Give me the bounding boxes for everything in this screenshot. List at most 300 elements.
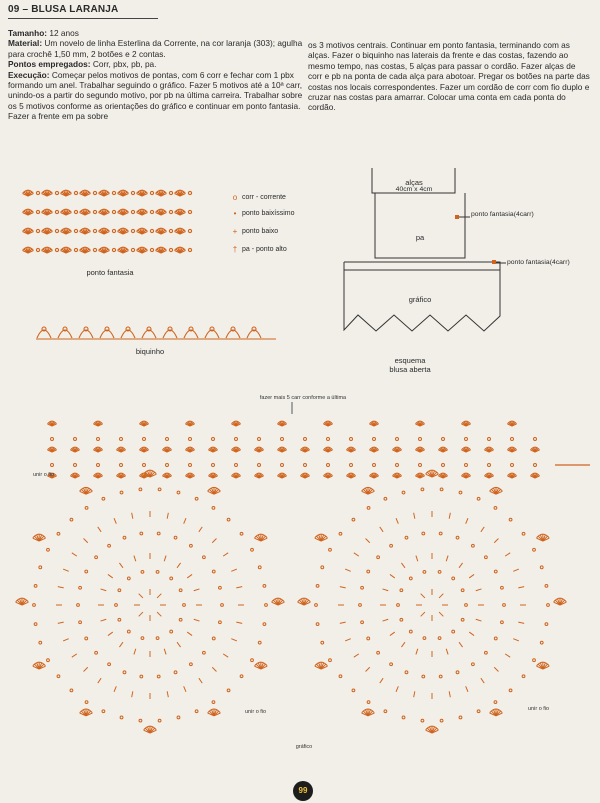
chain-stitch <box>55 191 58 194</box>
chain-stitch <box>384 497 387 500</box>
chain-stitch <box>352 689 355 692</box>
chain-stitch <box>361 621 364 624</box>
chain-stitch <box>484 651 487 654</box>
chain-stitch <box>120 491 123 494</box>
chart-shell-stitch <box>530 473 539 478</box>
chain-stitch <box>212 701 215 704</box>
chain-stitch <box>74 191 77 194</box>
motif-edge-fan <box>208 709 221 716</box>
chain-stitch <box>189 438 192 441</box>
motif-edge-fan <box>315 534 328 541</box>
motif-edge-fan <box>33 662 46 669</box>
ponto-fantasia-stitch <box>80 247 91 253</box>
chain-stitch <box>422 532 425 535</box>
chain-stitch <box>540 566 543 569</box>
motif-edge-fan <box>272 598 285 605</box>
chain-stitch <box>459 716 462 719</box>
ponto-fantasia-stitch <box>61 228 72 234</box>
chart-shell-stitch <box>277 447 286 452</box>
tall-stitch <box>139 612 143 616</box>
chain-stitch <box>315 604 318 607</box>
chain-stitch <box>327 464 330 467</box>
chain-stitch <box>221 604 224 607</box>
chart-shell-stitch <box>392 473 401 478</box>
chain-stitch <box>438 637 441 640</box>
ponto-fantasia-stitch <box>137 228 148 234</box>
chart-shell-stitch <box>392 447 401 452</box>
size-label: Tamanho: <box>8 28 48 38</box>
slip-stitch-symbol-icon: • <box>233 209 237 218</box>
chain-stitch <box>361 586 364 589</box>
chain-stitch <box>102 710 105 713</box>
tall-stitch <box>108 574 113 578</box>
chain-stitch <box>219 586 222 589</box>
motif-edge-fan <box>362 487 375 494</box>
tall-stitch <box>494 539 498 543</box>
chart-shell-stitch <box>139 447 148 452</box>
tall-stitch <box>449 513 450 519</box>
chain-stitch <box>501 621 504 624</box>
chain-stitch <box>461 589 464 592</box>
chart-shell-stitch <box>162 447 171 452</box>
tall-stitch <box>401 563 405 568</box>
size-value: 12 anos <box>47 28 79 38</box>
ponto-fantasia-stitch <box>137 190 148 196</box>
chart-shell-stitch <box>185 473 194 478</box>
motif-edge-fan <box>33 534 46 541</box>
chain-stitch <box>55 210 58 213</box>
chain-stitch <box>405 671 408 674</box>
tall-stitch <box>505 654 510 657</box>
chain-stitch <box>329 548 332 551</box>
chain-stitch <box>140 675 143 678</box>
chain-stitch <box>169 229 172 232</box>
chain-stitch <box>158 719 161 722</box>
chart-shell-stitch <box>254 473 263 478</box>
tall-stitch <box>396 686 398 692</box>
chain-stitch <box>509 689 512 692</box>
chain-stitch <box>150 229 153 232</box>
chain-stitch <box>188 191 191 194</box>
tall-stitch <box>340 622 346 623</box>
chain-stitch <box>141 637 144 640</box>
chain-stitch <box>36 191 39 194</box>
chain-stitch <box>396 438 399 441</box>
motif <box>16 470 285 733</box>
tall-stitch <box>63 639 69 641</box>
tall-stitch <box>212 539 216 543</box>
chart-shell-stitch <box>70 447 79 452</box>
chart-top-note: fazer mais 5 carr conforme a última <box>259 395 347 401</box>
tall-stitch <box>164 649 166 655</box>
chain-stitch <box>156 637 159 640</box>
ponto-fantasia-stitch <box>99 190 110 196</box>
tall-stitch <box>119 563 123 568</box>
chart-shell-stitch <box>369 473 378 478</box>
chain-stitch <box>195 497 198 500</box>
chain-stitch <box>461 618 464 621</box>
tall-stitch <box>383 589 389 591</box>
chart-shell-stitch <box>415 421 424 426</box>
chain-stitch <box>150 191 153 194</box>
chain-stitch <box>120 716 123 719</box>
chart-shell-stitch <box>346 447 355 452</box>
chain-stitch <box>316 623 319 626</box>
tall-stitch <box>194 589 200 591</box>
tall-stitch <box>187 632 192 636</box>
chain-stitch <box>472 663 475 666</box>
chart-shell-stitch <box>162 473 171 478</box>
motif-edge-fan <box>362 709 375 716</box>
chain-stitch <box>131 229 134 232</box>
tall-stitch <box>466 686 468 692</box>
chain-stitch <box>36 229 39 232</box>
chain-stitch <box>465 464 468 467</box>
chain-stitch <box>390 544 393 547</box>
chain-stitch <box>235 464 238 467</box>
chart-shell-stitch <box>438 447 447 452</box>
instructions-left-column <box>8 28 304 122</box>
chain-stitch <box>120 438 123 441</box>
chain-stitch <box>143 464 146 467</box>
chain-stitch <box>212 637 215 640</box>
chain-stitch <box>251 659 254 662</box>
tall-stitch <box>212 667 216 671</box>
chain-stitch <box>329 659 332 662</box>
schema-caption-1: esquema <box>394 356 426 365</box>
motif-edge-fan <box>254 534 267 541</box>
tall-stitch <box>518 622 524 623</box>
tall-stitch <box>134 556 136 562</box>
ponto-fantasia-stitch <box>118 247 129 253</box>
chain-stitch <box>127 577 130 580</box>
tall-stitch <box>58 587 64 588</box>
points-label: Pontos empregados: <box>8 59 91 70</box>
chain-stitch <box>57 675 60 678</box>
chain-stitch <box>423 637 426 640</box>
page-title: 09 – BLUSA LARANJA <box>8 4 119 15</box>
chain-stitch <box>400 589 403 592</box>
chart-shell-stitch <box>415 473 424 478</box>
material-label: Material: <box>8 38 43 49</box>
chart-unir-label-left: unir o fio <box>33 472 55 478</box>
chart-shell-stitch <box>47 447 56 452</box>
ponto-fantasia-stitch <box>80 228 91 234</box>
tall-stitch <box>476 619 482 621</box>
ponto-fantasia-stitch <box>99 209 110 215</box>
chain-stitch <box>118 589 121 592</box>
schema-pointer-mark-1 <box>455 215 459 219</box>
chain-stitch <box>202 651 205 654</box>
chain-stitch <box>522 675 525 678</box>
chart-shell-stitch <box>231 421 240 426</box>
chain-stitch <box>55 229 58 232</box>
tall-stitch <box>354 654 359 657</box>
chain-stitch <box>511 438 514 441</box>
tall-stitch <box>459 563 463 568</box>
ponto-fantasia-stitch <box>23 247 34 253</box>
ponto-fantasia-stitch <box>80 209 91 215</box>
chain-stitch <box>377 556 380 559</box>
chain-stitch <box>373 438 376 441</box>
chain-stitch <box>281 438 284 441</box>
chain-stitch <box>51 464 54 467</box>
chain-stitch <box>190 663 193 666</box>
chart-shell-stitch <box>116 473 125 478</box>
motif-edge-fan <box>536 534 549 541</box>
chain-stitch <box>304 438 307 441</box>
chain-stitch <box>118 618 121 621</box>
tall-stitch <box>439 594 443 598</box>
ponto-fantasia-caption: ponto fantasia <box>86 268 134 277</box>
tall-stitch <box>132 691 133 697</box>
tall-stitch <box>184 686 186 692</box>
chain-stitch <box>169 248 172 251</box>
chain-stitch <box>501 586 504 589</box>
tall-stitch <box>114 518 116 524</box>
chart-shell-stitch <box>277 473 286 478</box>
tall-stitch <box>177 563 181 568</box>
tall-stitch <box>199 527 202 532</box>
chain-stitch <box>456 671 459 674</box>
chain-stitch <box>179 589 182 592</box>
ponto-fantasia-stitch <box>175 209 186 215</box>
chart-shell-stitch <box>254 447 263 452</box>
chart-shell-stitch <box>323 447 332 452</box>
chart-shell-stitch <box>323 473 332 478</box>
chain-stitch <box>141 570 144 573</box>
ponto-fantasia-stitch <box>42 209 53 215</box>
chain-stitch <box>112 229 115 232</box>
chart-shell-stitch <box>208 473 217 478</box>
chain-stitch <box>131 191 134 194</box>
chain-stitch <box>321 566 324 569</box>
chain-stitch <box>150 248 153 251</box>
chain-stitch <box>440 719 443 722</box>
chain-stitch <box>93 248 96 251</box>
chart-shell-stitch <box>484 447 493 452</box>
tall-stitch <box>380 527 383 532</box>
schema-alcas-label: alças <box>405 178 423 187</box>
chain-symbol-icon: o <box>232 193 238 202</box>
chain-stitch <box>188 229 191 232</box>
chain-stitch <box>212 570 215 573</box>
chain-stitch <box>465 438 468 441</box>
tall-stitch <box>58 622 64 623</box>
tall-stitch <box>396 518 398 524</box>
chart-shell-stitch <box>507 473 516 478</box>
motif-edge-fan <box>426 470 439 477</box>
chain-stitch <box>258 438 261 441</box>
schema-pointer-mark-2 <box>492 260 496 264</box>
chain-stitch <box>85 506 88 509</box>
execution-line <box>8 70 304 122</box>
chart-shell-stitch <box>139 421 148 426</box>
ponto-fantasia-stitch <box>156 247 167 253</box>
chain-stitch <box>93 210 96 213</box>
tall-stitch <box>390 574 395 578</box>
motif-edge-fan <box>426 726 439 733</box>
chain-stitch <box>70 518 73 521</box>
biquinho-caption: biquinho <box>135 347 165 356</box>
tall-stitch <box>101 589 107 591</box>
chain-stitch <box>93 191 96 194</box>
tall-stitch <box>114 686 116 692</box>
chain-stitch <box>258 566 261 569</box>
chain-stitch <box>202 556 205 559</box>
chain-stitch <box>367 506 370 509</box>
chart-shell-stitch <box>369 421 378 426</box>
chain-stitch <box>190 544 193 547</box>
schema-grafico-label: gráfico <box>408 295 432 304</box>
motif <box>298 470 567 733</box>
chain-stitch <box>93 229 96 232</box>
tall-stitch <box>194 619 200 621</box>
chain-stitch <box>74 229 77 232</box>
chart-shell-stitch <box>530 447 539 452</box>
chain-stitch <box>263 623 266 626</box>
tall-stitch <box>157 612 161 616</box>
chain-stitch <box>139 488 142 491</box>
chain-stitch <box>367 637 370 640</box>
schema-caption-2: blusa aberta <box>389 365 431 374</box>
chain-stitch <box>131 210 134 213</box>
tall-stitch <box>401 642 405 647</box>
execution-label: Execução: <box>8 69 50 80</box>
chain-stitch <box>70 689 73 692</box>
chart-shell-stitch <box>231 447 240 452</box>
ponto-fantasia-stitch <box>137 209 148 215</box>
chain-stitch <box>477 497 480 500</box>
chain-stitch <box>503 604 506 607</box>
chain-stitch <box>350 438 353 441</box>
tall-stitch <box>366 539 370 543</box>
legend-ponto-alto: † pa - ponto alto <box>228 245 287 254</box>
chain-stitch <box>350 464 353 467</box>
chain-stitch <box>304 464 307 467</box>
points-line <box>8 59 304 69</box>
instructions-right-column: os 3 motivos centrais. Continuar em ponto fantasia, terminando com as alças. Fazer o biquinho nas laterais da frente e das costas, fazendo ao mesmo tempo, nas costas, 5 alças para passar o cordão. Fazer alças de corr e pb na ponta de cada alça para abotoar. Pregar os botões na parte das costas nos locais correspondentes. Fazer um cordão de corr com fio duplo e cruzar nas costas para amarrar. Colocar uma conta em cada ponta do cordão. <box>308 40 590 113</box>
motif-edge-fan <box>315 662 328 669</box>
chain-stitch <box>367 570 370 573</box>
tall-stitch <box>157 594 161 598</box>
tall-stitch <box>231 569 237 571</box>
chain-stitch <box>166 464 169 467</box>
chain-stitch <box>219 621 222 624</box>
ponto-fantasia-stitch <box>118 228 129 234</box>
chain-stitch <box>440 488 443 491</box>
chain-stitch <box>33 604 36 607</box>
tall-stitch <box>513 569 519 571</box>
chain-stitch <box>39 641 42 644</box>
chain-stitch <box>421 719 424 722</box>
tall-stitch <box>84 667 88 671</box>
chain-stitch <box>421 488 424 491</box>
ponto-fantasia-stitch <box>61 247 72 253</box>
chart-shell-stitch <box>346 473 355 478</box>
tall-stitch <box>414 513 415 519</box>
ponto-fantasia-stitch <box>118 190 129 196</box>
tall-stitch <box>354 553 359 556</box>
tall-stitch <box>98 678 101 683</box>
chain-stitch <box>120 464 123 467</box>
chain-stitch <box>112 248 115 251</box>
chain-stitch <box>174 536 177 539</box>
chain-stitch <box>157 675 160 678</box>
page-number-badge: 99 <box>293 781 313 801</box>
chain-stitch <box>127 630 130 633</box>
chain-stitch <box>74 464 77 467</box>
chain-stitch <box>281 464 284 467</box>
tall-stitch <box>340 587 346 588</box>
chain-stitch <box>419 464 422 467</box>
chain-stitch <box>212 506 215 509</box>
tall-stitch <box>416 556 418 562</box>
chain-stitch <box>423 570 426 573</box>
chain-stitch <box>494 570 497 573</box>
chain-stitch <box>400 618 403 621</box>
motif-edge-fan <box>144 726 157 733</box>
ponto-fantasia-stitch <box>23 209 34 215</box>
chain-stitch <box>494 701 497 704</box>
chain-stitch <box>390 663 393 666</box>
chain-stitch <box>170 630 173 633</box>
tall-stitch <box>139 594 143 598</box>
tall-stitch <box>439 612 443 616</box>
chain-stitch <box>140 532 143 535</box>
chart-shell-stitch <box>208 447 217 452</box>
tall-stitch <box>513 639 519 641</box>
schema-pa-label: pa <box>415 233 425 242</box>
schema-pa-outline <box>375 193 465 258</box>
chain-stitch <box>47 659 50 662</box>
chain-stitch <box>97 438 100 441</box>
chain-stitch <box>240 675 243 678</box>
tall-stitch <box>223 654 228 657</box>
chain-stitch <box>494 637 497 640</box>
chain-stitch <box>419 438 422 441</box>
tall-stitch <box>177 642 181 647</box>
chain-stitch <box>397 604 400 607</box>
chain-stitch <box>459 491 462 494</box>
chain-stitch <box>227 518 230 521</box>
chart-shell-stitch <box>323 421 332 426</box>
chain-stitch <box>472 544 475 547</box>
tall-stitch <box>446 649 448 655</box>
chart-shell-stitch <box>415 447 424 452</box>
chain-stitch <box>377 651 380 654</box>
tall-stitch <box>98 527 101 532</box>
chain-stitch <box>265 604 268 607</box>
ponto-fantasia-stitch <box>99 247 110 253</box>
chain-stitch <box>166 438 169 441</box>
ponto-fantasia-stitch <box>42 190 53 196</box>
chain-stitch <box>545 623 548 626</box>
tall-stitch <box>108 632 113 636</box>
chart-shell-stitch <box>438 473 447 478</box>
chain-stitch <box>51 438 54 441</box>
chain-stitch <box>112 210 115 213</box>
legend-corrente: o corr - corrente <box>228 193 286 202</box>
chain-stitch <box>85 701 88 704</box>
schema-pf-label-2: ponto fantasia(4carr) <box>507 259 570 266</box>
chart-shell-stitch <box>461 447 470 452</box>
motif-edge-fan <box>80 709 93 716</box>
chain-stitch <box>74 248 77 251</box>
chain-stitch <box>102 497 105 500</box>
tall-stitch <box>345 639 351 641</box>
chain-stitch <box>402 716 405 719</box>
